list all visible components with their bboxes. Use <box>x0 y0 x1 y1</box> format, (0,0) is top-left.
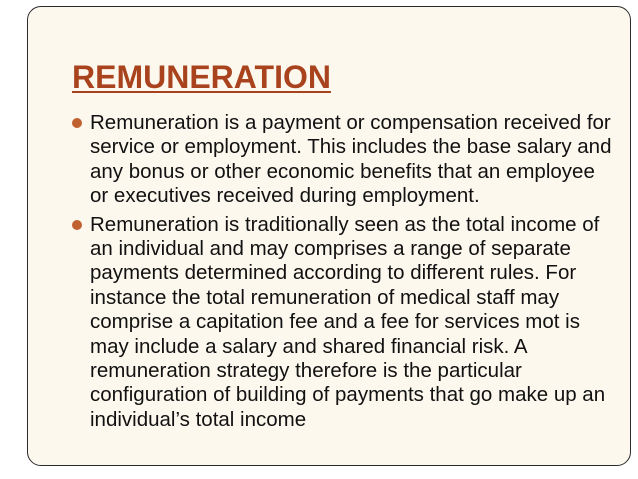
bullet-dot-icon <box>72 220 82 230</box>
bullet-dot-icon <box>72 118 82 128</box>
slide-title: REMUNERATION <box>72 59 331 95</box>
bullet-item <box>72 111 612 209</box>
slide-frame <box>27 6 631 466</box>
bullet-list <box>72 111 612 436</box>
bullet-text: Remuneration is traditionally seen as the total income of an individual and may comprises a range of separate payments determined according to different rules. For instance the total remuneration of medical staff may comprise a capitation fee and a fee for services mot is may include a salary and shared financial risk. A remuneration strategy therefore is the particular configuration of building of payments that go make up an individual’s total income <box>90 212 606 431</box>
bullet-text: Remuneration is a payment or compensation received for service or employment. This includes the base salary and any bonus or other economic benefits that an employee or executives received during employment. <box>90 111 612 208</box>
bullet-item <box>72 213 612 433</box>
